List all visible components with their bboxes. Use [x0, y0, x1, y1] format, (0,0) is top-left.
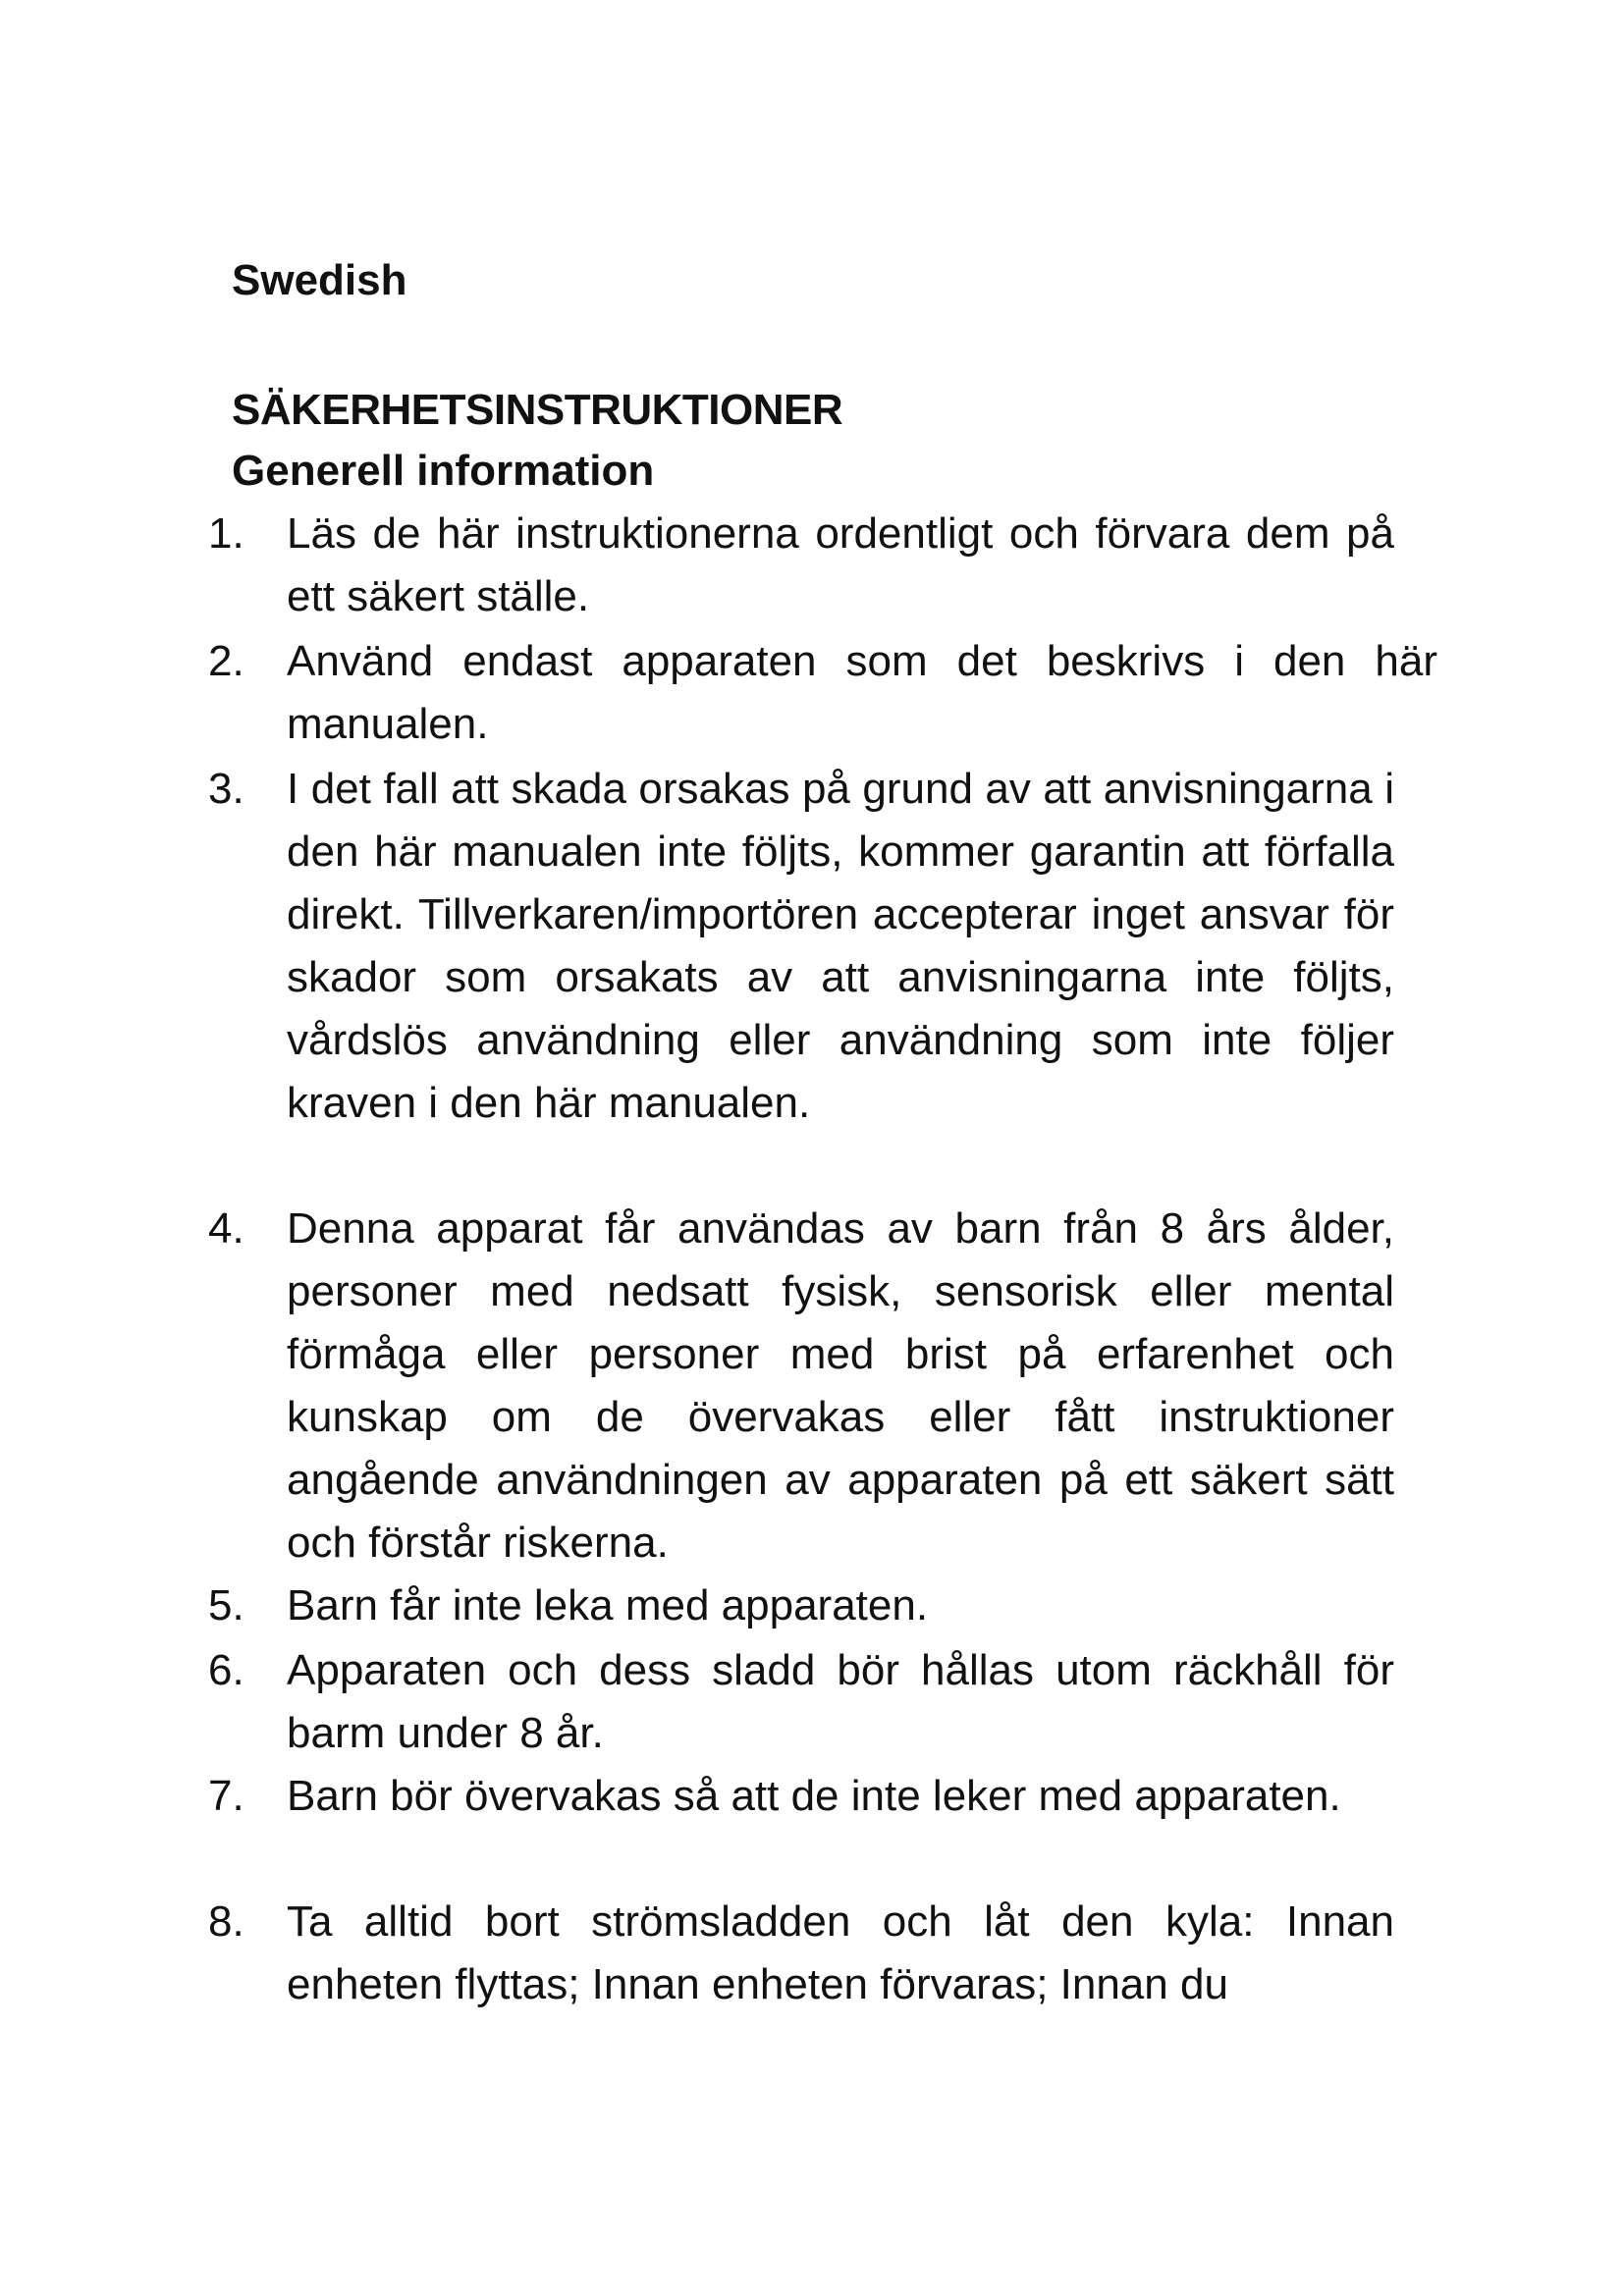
list-item-number: 6.: [208, 1646, 244, 1694]
language-heading: Swedish: [232, 256, 407, 304]
list-item-text: Denna apparat får användas av barn från 8 års ålder, personer med nedsatt fysisk, sensorisk eller mental förmåga eller personer med brist på erfarenhet och kunskap om de övervakas eller fått instruktioner angående användningen av apparaten på ett säkert sätt och förstår riskerna.: [287, 1204, 1394, 1567]
list-item-number: 8.: [208, 1897, 244, 1946]
list-item-text: Använd endast apparaten som det beskrivs i den här manualen.: [287, 637, 1437, 748]
list-item-text: Barn bör övervakas så att de inte leker med apparaten.: [287, 1772, 1341, 1820]
list-item-number: 3.: [208, 765, 244, 813]
section-heading: SÄKERHETSINSTRUKTIONER: [232, 386, 843, 434]
list-item-number: 1.: [208, 509, 244, 558]
list-item-text: Ta alltid bort strömsladden och låt den kyla: Innan enheten flyttas; Innan enheten förvaras; Innan du: [287, 1897, 1394, 2008]
list-item-text: Läs de här instruktionerna ordentligt och förvara dem på ett säkert ställe.: [287, 509, 1394, 620]
list-item-number: 4.: [208, 1204, 244, 1253]
list-item-number: 5.: [208, 1581, 244, 1629]
list-item-text: Barn får inte leka med apparaten.: [287, 1581, 929, 1629]
list-item-text: I det fall att skada orsakas på grund av att anvisningarna i den här manualen inte följts, kommer garantin att förfalla direkt. Tillverkaren/importören accepterar inget ansvar för skador som orsakats av att anvisningarna inte följts, vårdslös användning eller användning som inte följer kraven i den här manualen.: [287, 765, 1394, 1127]
subsection-heading: Generell information: [232, 447, 655, 495]
list-item-number: 7.: [208, 1772, 244, 1820]
list-item-text: Apparaten och dess sladd bör hållas utom räckhåll för barm under 8 år.: [287, 1646, 1394, 1757]
list-item-number: 2.: [208, 637, 244, 685]
